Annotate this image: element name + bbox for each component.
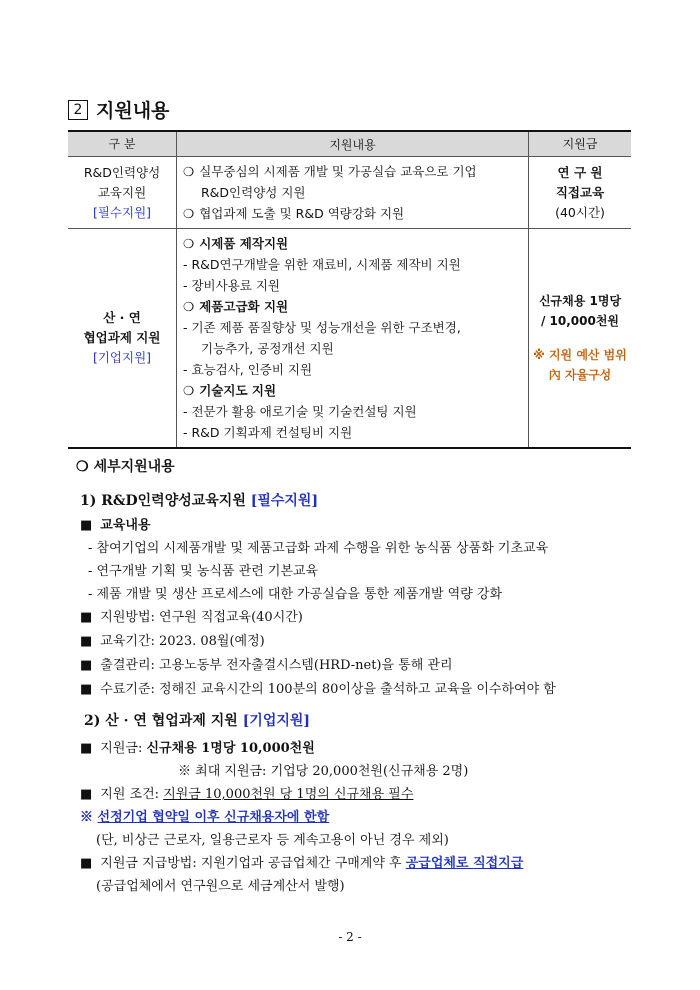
payment-label: 지원금 지급방법: 지원기업과 공급업체간 구매계약 후: [100, 856, 406, 871]
notice-sub: (단, 비상근 근로자, 일용근로자 등 계속고용이 아닌 경우 제외): [96, 833, 449, 848]
row1-content-line3: 협업과제 도출 및 R&D 역량강화 지원: [199, 206, 405, 221]
row2-item: - 효능검사, 인증비 지원: [183, 362, 313, 377]
row2-amount-note1: ※ 지원 예산 범위: [533, 348, 627, 362]
table-row: [68, 229, 631, 449]
bullet-text: 지원방법: 연구원 직접교육(40시간): [100, 610, 303, 625]
header-content: 지원내용: [177, 131, 529, 157]
fund-value: 신규채용 1명당 10,000천원: [146, 741, 315, 756]
row1-amount-line1: 연 구 원: [557, 164, 603, 180]
row1-category-line1: R&D인력양성: [83, 164, 161, 180]
edu-item: - 제품 개발 및 생산 프로세스에 대한 가공실습을 통한 제품개발 역량 강화: [88, 587, 503, 602]
row2-content: ❍ 시제품 제작지원 - R&D연구개발을 위한 재료비, 시제품 제작비 지원 - 장비사용료 지원 ❍ 제품고급화 지원 - 기존 제품 품질향상 및 성능개선을 위한 구조변경, 기능추가, 공정개선 지원 - 효능검사, 인증비 지원 ❍ 기술지도 지원 - 전문가 활용 애로기술 및 기술컨설팅 지원 - R&D 기획과제 컨설팅비 지원: [177, 229, 529, 449]
notice-mark: ※: [80, 810, 98, 825]
edu-item: - 참여기업의 시제품개발 및 제품고급화 과제 수행을 위한 농식품 상품화 기초교육: [88, 541, 549, 556]
subsection-1-title: [80, 490, 318, 510]
bullet-item: ■ 수료기준: 정해진 교육시간의 100분의 80이상을 출석하고 교육을 이수하여야 함: [80, 682, 556, 697]
section-number: 2: [68, 100, 88, 120]
section-title-text: 지원내용: [96, 100, 170, 122]
bullet-text: 교육기간: 2023. 08월(예정): [100, 634, 265, 649]
row1-content: ❍ 실무중심의 시제품 개발 및 가공실습 교육으로 기업 R&D인력양성 지원 ❍ 협업과제 도출 및 R&D 역량강화 지원: [177, 157, 529, 229]
row2-item: - R&D연구개발을 위한 재료비, 시제품 제작비 지원: [183, 257, 461, 272]
row1-category-tag: [필수지원]: [92, 204, 152, 220]
row2-item: - 장비사용료 지원: [183, 278, 280, 293]
bullet-item: ■ 출결관리: 고용노동부 전자출결시스템(HRD-net)을 통해 관리: [80, 658, 453, 673]
row1-amount-line2: 직접교육: [555, 184, 605, 200]
support-table: [68, 130, 631, 449]
bullet-item: ■ 지원방법: 연구원 직접교육(40시간): [80, 610, 303, 625]
fund-note: ※ 최대 지원금: 기업당 20,000천원(신규채용 2명): [178, 764, 469, 779]
bullet-item: ■ 교육기간: 2023. 08월(예정): [80, 634, 265, 649]
condition-label: 지원 조건:: [100, 787, 164, 802]
row2-amount-line1: 신규채용 1명당: [538, 294, 622, 308]
row1-content-line1: 실무중심의 시제품 개발 및 가공실습 교육으로 기업: [199, 164, 477, 179]
row2-amount: [529, 229, 632, 449]
subsection-1-label: 1) R&D인력양성교육지원: [80, 493, 251, 509]
row2-heading-3: 기술지도 지원: [199, 383, 277, 398]
page-number: - 2 -: [338, 930, 362, 944]
fund-label: 지원금:: [100, 741, 147, 756]
row2-item: 기능추가, 공정개선 지원: [201, 341, 334, 356]
detail-title: ❍ 세부지원내용: [76, 459, 175, 475]
bullet-text: 출결관리: 고용노동부 전자출결시스템(HRD-net)을 통해 관리: [100, 658, 453, 673]
row2-category-line2: 협업과제 지원: [83, 330, 161, 345]
payment-line: ■ 지원금 지급방법: 지원기업과 공급업체간 구매계약 후 공급업체로 직접지급: [80, 856, 524, 871]
row1-amount-line3: (40시간): [555, 204, 605, 220]
payment-value: 공급업체로 직접지급: [405, 856, 524, 871]
row2-heading-2: 제품고급화 지원: [199, 299, 289, 314]
bullet-text: 수료기준: 정해진 교육시간의 100분의 80이상을 출석하고 교육을 이수하여야 함: [100, 682, 556, 697]
notice-value: 선정기업 협약일 이후 신규채용자에 한함: [97, 810, 330, 825]
payment-sub: (공급업체에서 연구원으로 세금계산서 발행): [96, 879, 345, 894]
section-title: [68, 96, 169, 123]
row2-amount-line2: / 10,000천원: [540, 314, 620, 328]
detail-title-text: 세부지원내용: [93, 459, 175, 475]
row2-category: [68, 229, 177, 449]
header-category: 구 분: [68, 131, 177, 157]
row2-item: - R&D 기획과제 컨설팅비 지원: [183, 425, 353, 440]
row1-category: [68, 157, 177, 229]
subsection-2-label: 2) 산 · 연 협업과제 지원: [84, 713, 243, 729]
row1-amount: [529, 157, 632, 229]
notice-line: [80, 806, 329, 825]
condition-line: ■ 지원 조건: 지원금 10,000천원 당 1명의 신규채용 필수: [80, 787, 414, 802]
row1-category-line2: 교육지원: [97, 184, 147, 200]
table-header-row: [68, 131, 631, 157]
row2-heading-1: 시제품 제작지원: [199, 236, 289, 251]
edu-item: - 연구개발 기획 및 농식품 관련 기본교육: [88, 564, 319, 579]
row1-content-line2: R&D인력양성 지원: [201, 185, 306, 200]
subsection-2-tag: [기업지원]: [242, 713, 311, 729]
edu-label: ■ 교육내용: [80, 518, 151, 533]
condition-value: 지원금 10,000천원 당 1명의 신규채용 필수: [163, 787, 414, 802]
table-row: [68, 157, 631, 229]
row2-category-tag: [기업지원]: [92, 350, 152, 365]
header-amount: 지원금: [529, 131, 632, 157]
row2-item: - 기존 제품 품질향상 및 성능개선을 위한 구조변경,: [183, 320, 461, 335]
row2-category-line1: 산 · 연: [103, 310, 141, 325]
edu-label-text: 교육내용: [100, 518, 151, 533]
row2-item: - 전문가 활용 애로기술 및 기술컨설팅 지원: [183, 404, 417, 419]
row2-amount-note2: 內 자율구성: [548, 368, 612, 382]
fund-line: ■ 지원금: 신규채용 1명당 10,000천원: [80, 741, 315, 756]
subsection-1-tag: [필수지원]: [250, 493, 319, 509]
subsection-2-title: [84, 710, 310, 730]
